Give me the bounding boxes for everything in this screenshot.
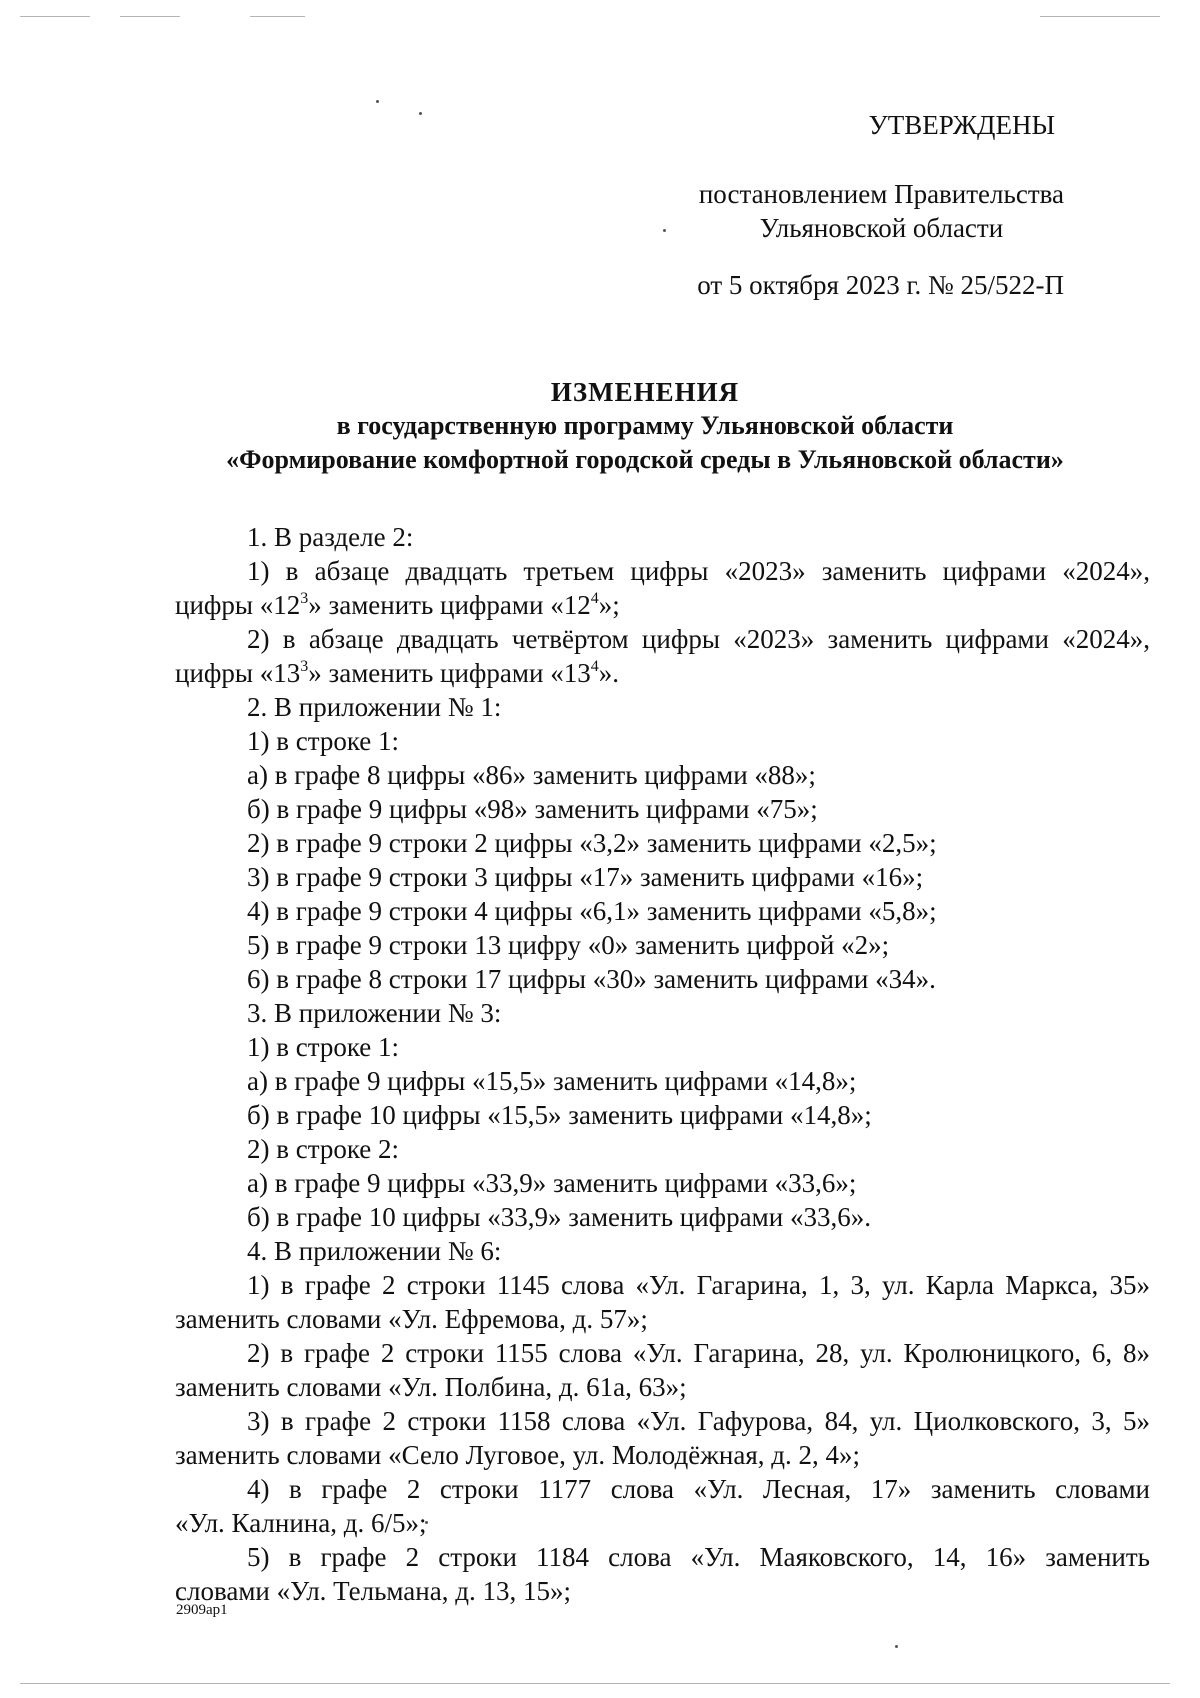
paragraph-line: 3) в графе 2 строки 1158 слова «Ул. Гафурова, 84, ул. Циолковского, 3, 5» — [247, 1406, 1150, 1436]
superscript: 3 — [300, 658, 309, 675]
footer-code: 2909ар1 — [176, 1602, 228, 1618]
paragraph-line: 5) в графе 9 строки 13 цифру «0» заменить цифрой «2»; — [247, 930, 890, 960]
paragraph-line: 2) в графе 2 строки 1155 слова «Ул. Гагарина, 28, ул. Кролюницкого, 6, 8» — [247, 1338, 1150, 1368]
approved-by-line: постановлением Правительства — [698, 179, 1064, 209]
paragraph-line: словами «Ул. Тельмана, д. 13, 15»; — [175, 1576, 571, 1606]
paragraph-line: 1) в строке 1: — [247, 1032, 400, 1062]
paragraph-line: заменить словами «Ул. Ефремова, д. 57»; — [175, 1304, 648, 1334]
paragraph-line: б) в графе 10 цифры «15,5» заменить цифрами «14,8»; — [247, 1100, 872, 1130]
paragraph-line: 1) в абзаце двадцать третьем цифры «2023» заменить цифрами «2024», — [247, 556, 1150, 586]
paragraph-line: 6) в графе 8 строки 17 цифры «30» заменить цифрами «34». — [247, 964, 936, 994]
text-span: »; — [598, 590, 620, 620]
paragraph-line: 2) в графе 9 строки 2 цифры «3,2» заменить цифрами «2,5»; — [247, 828, 937, 858]
scan-speck — [376, 100, 379, 103]
paragraph-line: 5) в графе 2 строки 1184 слова «Ул. Маяковского, 14, 16» заменить — [247, 1542, 1150, 1572]
title-line: «Формирование комфортной городской среды в Ульяновской области» — [226, 445, 1064, 474]
paragraph-line: б) в графе 10 цифры «33,9» заменить цифрами «33,6». — [247, 1202, 871, 1232]
scan-edge-mark — [250, 16, 305, 17]
title-line: в государственную программу Ульяновской области — [336, 411, 954, 440]
text-span: » заменить цифрами «12 — [308, 590, 591, 620]
scan-speck — [895, 1645, 898, 1648]
text-span: цифры «13 — [175, 658, 301, 688]
paragraph-line: б) в графе 9 цифры «98» заменить цифрами «75»; — [247, 794, 818, 824]
text-span: » заменить цифрами «13 — [308, 658, 591, 688]
paragraph-line: 4) в графе 9 строки 4 цифры «6,1» заменить цифрами «5,8»; — [247, 896, 937, 926]
paragraph-line: а) в графе 8 цифры «86» заменить цифрами «88»; — [247, 760, 816, 790]
paragraph-line: заменить словами «Село Луговое, ул. Молодёжная, д. 2, 4»; — [175, 1440, 860, 1470]
paragraph-line — [175, 588, 1150, 622]
paragraph-line: а) в графе 9 цифры «15,5» заменить цифрами «14,8»; — [247, 1066, 857, 1096]
approval-date-number: от 5 октября 2023 г. № 25/522-П — [697, 270, 1064, 300]
paragraph-line: 1) в строке 1: — [247, 726, 400, 756]
paragraph-line: заменить словами «Ул. Полбина, д. 61а, 63»; — [175, 1372, 687, 1402]
scan-edge-mark — [20, 1683, 1170, 1684]
scan-speck — [419, 112, 422, 115]
paragraph-line: 4) в графе 2 строки 1177 слова «Ул. Лесная, 17» заменить словами — [247, 1474, 1150, 1504]
section-heading: 4. В приложении № 6: — [247, 1236, 502, 1266]
approved-heading: УТВЕРЖДЕНЫ — [868, 110, 1055, 140]
paragraph-line: а) в графе 9 цифры «33,9» заменить цифрами «33,6»; — [247, 1168, 857, 1198]
paragraph-line: 3) в графе 9 строки 3 цифры «17» заменить цифрами «16»; — [247, 862, 924, 892]
text-span: ». — [598, 658, 619, 688]
document-title — [160, 375, 1130, 477]
superscript: 3 — [300, 590, 309, 607]
paragraph-line — [175, 656, 1150, 690]
section-heading: 3. В приложении № 3: — [247, 998, 502, 1028]
paragraph-line: 2) в строке 2: — [247, 1134, 400, 1164]
approved-by-line: Ульяновской области — [759, 213, 1004, 243]
scan-edge-mark — [120, 16, 180, 17]
title-main: ИЗМЕНЕНИЯ — [550, 377, 740, 407]
text-span: цифры «12 — [175, 590, 301, 620]
approved-by — [699, 177, 1064, 245]
scan-edge-mark — [1040, 16, 1160, 17]
document-body — [175, 520, 1150, 1608]
scan-edge-mark — [20, 16, 90, 17]
superscript: 4 — [590, 658, 599, 675]
paragraph-line: «Ул. Калнина, д. 6/5»; — [175, 1508, 427, 1538]
paragraph-line: 2) в абзаце двадцать четвёртом цифры «2023» заменить цифрами «2024», — [247, 624, 1150, 654]
scan-speck — [663, 229, 666, 232]
superscript: 4 — [590, 590, 599, 607]
section-heading: 2. В приложении № 1: — [247, 692, 502, 722]
paragraph-line: 1) в графе 2 строки 1145 слова «Ул. Гагарина, 1, 3, ул. Карла Маркса, 35» — [247, 1270, 1150, 1300]
section-heading: 1. В разделе 2: — [247, 522, 414, 552]
